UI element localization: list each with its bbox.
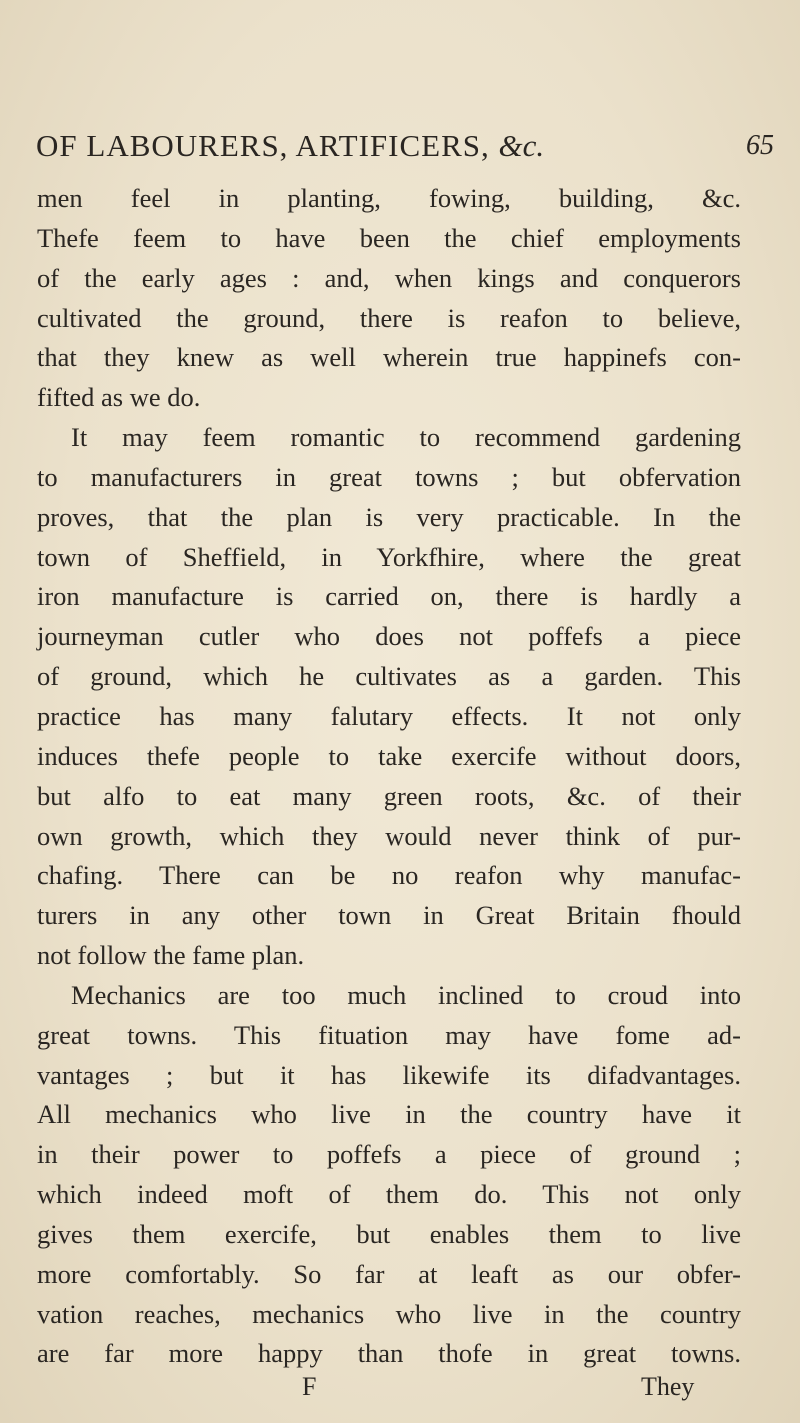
running-head-title: OF LABOURERS, ARTIFICERS, bbox=[36, 128, 490, 163]
text-line: vation reaches, mechanics who live in the country bbox=[37, 1298, 741, 1329]
text-line: proves, that the plan is very practicable. In the bbox=[37, 501, 741, 532]
text-line: town of Sheffield, in Yorkfhire, where the great bbox=[37, 541, 741, 572]
text-line: not follow the fame plan. bbox=[37, 940, 305, 971]
paragraph-start-line: Mechanics are too much inclined to croud into bbox=[71, 979, 741, 1010]
text-line: induces thefe people to take exercife without doors, bbox=[37, 740, 741, 771]
page-header bbox=[36, 128, 780, 172]
paragraph-start-line: It may feem romantic to recommend gardening bbox=[71, 422, 741, 453]
text-line: practice has many falutary effects. It not only bbox=[37, 700, 741, 731]
text-line: iron manufacture is carried on, there is hardly a bbox=[37, 581, 741, 612]
text-line: fifted as we do. bbox=[37, 382, 201, 413]
text-line: are far more happy than thofe in great towns. bbox=[37, 1338, 741, 1369]
text-line: but alfo to eat many green roots, &c. of their bbox=[37, 780, 741, 811]
signature-mark: F bbox=[302, 1372, 317, 1401]
text-line: great towns. This fituation may have fome ad- bbox=[37, 1019, 741, 1050]
text-line: chafing. There can be no reafon why manufac- bbox=[37, 860, 741, 891]
text-line: journeyman cutler who does not poffefs a piece bbox=[37, 621, 741, 652]
text-line: vantages ; but it has likewife its difadvantages. bbox=[37, 1059, 741, 1090]
text-line: to manufacturers in great towns ; but obfervation bbox=[37, 461, 741, 492]
page-footer bbox=[0, 1372, 800, 1412]
catchword: They bbox=[641, 1372, 695, 1401]
text-line: of the early ages : and, when kings and conquerors bbox=[37, 262, 741, 293]
text-line: of ground, which he cultivates as a garden. This bbox=[37, 661, 741, 692]
text-line: men feel in planting, fowing, building, &c. bbox=[37, 183, 741, 213]
text-line: Thefe feem to have been the chief employments bbox=[37, 222, 741, 253]
text-line: gives them exercife, but enables them to live bbox=[37, 1218, 741, 1249]
text-line: own growth, which they would never think of pur- bbox=[37, 820, 741, 851]
text-line: in their power to poffefs a piece of ground ; bbox=[37, 1139, 741, 1170]
text-line: which indeed moft of them do. This not only bbox=[37, 1179, 741, 1210]
text-line: that they knew as well wherein true happinefs con- bbox=[37, 342, 741, 373]
body-text bbox=[37, 179, 741, 1374]
running-head bbox=[36, 128, 544, 164]
page-number: 65 bbox=[746, 130, 774, 161]
text-line: cultivated the ground, there is reafon to believe, bbox=[37, 302, 741, 333]
text-line: turers in any other town in Great Britain fhould bbox=[37, 900, 741, 931]
text-line: more comfortably. So far at leaft as our obfer- bbox=[37, 1258, 741, 1289]
running-head-etc: &c. bbox=[498, 128, 545, 163]
text-line: All mechanics who live in the country have it bbox=[37, 1099, 741, 1130]
